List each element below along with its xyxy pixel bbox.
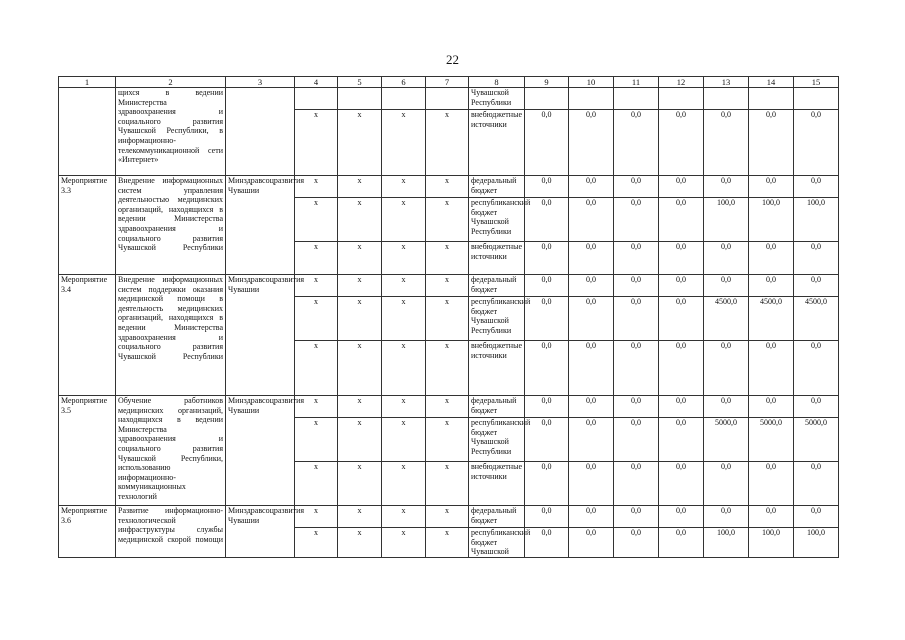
mark-cell: х: [382, 242, 426, 275]
funding-source: республиканский бюджет Чувашской Республики: [469, 198, 525, 242]
value-cell: 0,0: [794, 341, 839, 396]
value-cell: 0,0: [569, 176, 614, 198]
value-cell: 100,0: [704, 528, 749, 558]
value-cell: 0,0: [569, 506, 614, 528]
value-cell: 0,0: [749, 341, 794, 396]
mark-cell: х: [338, 528, 382, 558]
mark-cell: х: [338, 242, 382, 275]
value-cell: 100,0: [749, 528, 794, 558]
value-cell: 0,0: [659, 418, 704, 462]
funding-source: федеральный бюджет: [469, 396, 525, 418]
mark-cell: х: [426, 242, 469, 275]
mark-cell: х: [295, 396, 338, 418]
mark-cell: х: [295, 528, 338, 558]
mark-cell: х: [295, 176, 338, 198]
mark-cell: х: [426, 462, 469, 506]
value-cell: 100,0: [794, 528, 839, 558]
mark-cell: х: [338, 418, 382, 462]
value-cell: 0,0: [659, 110, 704, 176]
value-cell: 0,0: [659, 528, 704, 558]
value-cell: 0,0: [569, 110, 614, 176]
value-cell: 0,0: [525, 528, 569, 558]
value-cell: 0,0: [569, 275, 614, 297]
value-cell: 0,0: [659, 462, 704, 506]
column-header-14: 14: [749, 77, 794, 88]
measure-code: Мероприятие 3.3: [59, 176, 116, 275]
value-cell: 0,0: [614, 528, 659, 558]
mark-cell: х: [426, 418, 469, 462]
value-cell: [749, 88, 794, 110]
value-cell: 0,0: [525, 506, 569, 528]
value-cell: 0,0: [525, 341, 569, 396]
mark-cell: х: [295, 418, 338, 462]
value-cell: 0,0: [749, 506, 794, 528]
value-cell: 0,0: [749, 462, 794, 506]
value-cell: 0,0: [704, 506, 749, 528]
value-cell: 0,0: [749, 396, 794, 418]
header-row: [59, 77, 839, 88]
column-header-11: 11: [614, 77, 659, 88]
column-header-12: 12: [659, 77, 704, 88]
value-cell: [569, 88, 614, 110]
funding-source: внебюджетные источники: [469, 341, 525, 396]
value-cell: 0,0: [525, 396, 569, 418]
mark-cell: х: [426, 297, 469, 341]
executor: Минздравсоцразвития Чувашии: [226, 506, 295, 558]
value-cell: 0,0: [614, 297, 659, 341]
mark-cell: х: [338, 176, 382, 198]
value-cell: 0,0: [614, 418, 659, 462]
mark-cell: х: [338, 341, 382, 396]
column-header-4: 4: [295, 77, 338, 88]
value-cell: 0,0: [525, 297, 569, 341]
mark-cell: х: [426, 275, 469, 297]
table-row: [59, 88, 839, 110]
funding-source: внебюджетные источники: [469, 242, 525, 275]
column-header-7: 7: [426, 77, 469, 88]
value-cell: 100,0: [794, 198, 839, 242]
value-cell: 0,0: [525, 198, 569, 242]
mark-cell: х: [295, 297, 338, 341]
value-cell: 0,0: [659, 176, 704, 198]
value-cell: 0,0: [704, 176, 749, 198]
value-cell: 4500,0: [749, 297, 794, 341]
value-cell: 100,0: [749, 198, 794, 242]
funding-source: федеральный бюджет: [469, 506, 525, 528]
mark-cell: х: [382, 396, 426, 418]
value-cell: 4500,0: [704, 297, 749, 341]
value-cell: [659, 88, 704, 110]
value-cell: 0,0: [659, 341, 704, 396]
mark-cell: х: [338, 297, 382, 341]
value-cell: 0,0: [614, 275, 659, 297]
value-cell: 4500,0: [794, 297, 839, 341]
table-header: [59, 77, 839, 88]
mark-cell: х: [295, 341, 338, 396]
value-cell: 0,0: [704, 396, 749, 418]
table-row: [59, 396, 839, 418]
value-cell: 0,0: [614, 462, 659, 506]
mark-cell: х: [382, 528, 426, 558]
table-row: [59, 176, 839, 198]
mark-cell: х: [382, 275, 426, 297]
value-cell: 0,0: [614, 396, 659, 418]
funding-source: республиканский бюджет Чувашской Республики: [469, 297, 525, 341]
value-cell: 0,0: [614, 198, 659, 242]
mark-cell: х: [382, 341, 426, 396]
value-cell: 0,0: [659, 506, 704, 528]
value-cell: 0,0: [569, 396, 614, 418]
measure-description: щихся в ведении Министерства здравоохранения и социального развития Чувашской Республики, в информационно-телекоммуникационной сети «Интернет»: [116, 88, 226, 176]
mark-cell: х: [295, 198, 338, 242]
value-cell: 0,0: [659, 297, 704, 341]
mark-cell: х: [426, 110, 469, 176]
value-cell: 0,0: [659, 198, 704, 242]
value-cell: 0,0: [659, 396, 704, 418]
value-cell: 0,0: [569, 297, 614, 341]
column-header-1: 1: [59, 77, 116, 88]
value-cell: 0,0: [794, 462, 839, 506]
value-cell: 0,0: [794, 110, 839, 176]
mark-cell: х: [338, 275, 382, 297]
value-cell: 0,0: [749, 242, 794, 275]
executor-cell: [226, 88, 295, 176]
value-cell: 0,0: [525, 462, 569, 506]
value-cell: 0,0: [569, 528, 614, 558]
value-cell: 5000,0: [794, 418, 839, 462]
column-header-10: 10: [569, 77, 614, 88]
value-cell: 0,0: [794, 176, 839, 198]
value-cell: 0,0: [794, 506, 839, 528]
value-cell: 0,0: [659, 242, 704, 275]
executor: Минздравсоцразвития Чувашии: [226, 396, 295, 506]
funding-source: республиканский бюджет Чувашской: [469, 528, 525, 558]
value-cell: 0,0: [704, 341, 749, 396]
measure-code-cell: [59, 88, 116, 176]
value-cell: 0,0: [525, 275, 569, 297]
mark-cell: х: [295, 110, 338, 176]
funding-source: Чувашской Республики: [469, 88, 525, 110]
mark-cell: х: [426, 396, 469, 418]
column-header-3: 3: [226, 77, 295, 88]
budget-table: [58, 76, 839, 558]
value-cell: 0,0: [749, 176, 794, 198]
mark-cell: х: [338, 396, 382, 418]
executor: Минздравсоцразвития Чувашии: [226, 176, 295, 275]
value-cell: 0,0: [525, 418, 569, 462]
mark-cell: х: [426, 506, 469, 528]
column-header-9: 9: [525, 77, 569, 88]
mark-cell: х: [382, 418, 426, 462]
mark-cell: х: [295, 462, 338, 506]
mark-cell: х: [338, 198, 382, 242]
value-cell: [525, 88, 569, 110]
mark-cell: х: [426, 341, 469, 396]
funding-source: внебюджетные источники: [469, 110, 525, 176]
measure-description: Развитие информационно-технологической инфраструктуры службы медицинской скорой помощи: [116, 506, 226, 558]
column-header-15: 15: [794, 77, 839, 88]
mark-cell: х: [382, 506, 426, 528]
mark-cell: х: [338, 506, 382, 528]
value-cell: 0,0: [569, 341, 614, 396]
value-cell: 0,0: [614, 341, 659, 396]
value-cell: 0,0: [614, 242, 659, 275]
funding-source: республиканский бюджет Чувашской Республики: [469, 418, 525, 462]
value-cell: 0,0: [525, 176, 569, 198]
value-cell: 0,0: [569, 418, 614, 462]
value-cell: 0,0: [794, 275, 839, 297]
column-header-8: 8: [469, 77, 525, 88]
value-cell: 0,0: [614, 176, 659, 198]
mark-cell: х: [426, 198, 469, 242]
value-cell: 0,0: [525, 110, 569, 176]
mark-cell: х: [426, 176, 469, 198]
mark-cell: х: [382, 462, 426, 506]
value-cell: [794, 88, 839, 110]
column-header-2: 2: [116, 77, 226, 88]
value-cell: 0,0: [569, 242, 614, 275]
measure-description: Обучение работников медицинских организаций, находящихся в ведении Министерства здравоохранения и социального развития Чувашской Республики, использованию информационно-коммуникационных технологий: [116, 396, 226, 506]
value-cell: 0,0: [525, 242, 569, 275]
measure-code: Мероприятие 3.5: [59, 396, 116, 506]
value-cell: 0,0: [749, 110, 794, 176]
value-cell: 5000,0: [749, 418, 794, 462]
value-cell: 5000,0: [704, 418, 749, 462]
mark-cell: х: [426, 528, 469, 558]
value-cell: 0,0: [659, 275, 704, 297]
mark-cell: х: [382, 198, 426, 242]
measure-description: Внедрение информационных систем поддержки оказания медицинской помощи в деятельность медицинских организаций, находящихся в ведении Министерства здравоохранения и социального развития Чувашской Республики: [116, 275, 226, 396]
executor: Минздравсоцразвития Чувашии: [226, 275, 295, 396]
mark-cell: х: [295, 506, 338, 528]
value-cell: 0,0: [749, 275, 794, 297]
mark-cell: х: [382, 297, 426, 341]
value-cell: 0,0: [704, 462, 749, 506]
table-body: [59, 88, 839, 558]
mark-cell: [338, 88, 382, 110]
column-header-13: 13: [704, 77, 749, 88]
column-header-6: 6: [382, 77, 426, 88]
column-header-5: 5: [338, 77, 382, 88]
value-cell: 0,0: [794, 242, 839, 275]
value-cell: 0,0: [704, 242, 749, 275]
mark-cell: [295, 88, 338, 110]
value-cell: 0,0: [704, 275, 749, 297]
measure-description: Внедрение информационных систем управления деятельностью медицинских организаций, находящихся в ведении Министерства здравоохранения и социального развития Чувашской Республики: [116, 176, 226, 275]
page-number: 22: [446, 52, 459, 67]
table-row: [59, 506, 839, 528]
funding-source: федеральный бюджет: [469, 176, 525, 198]
value-cell: 0,0: [569, 462, 614, 506]
measure-code: Мероприятие 3.4: [59, 275, 116, 396]
funding-source: федеральный бюджет: [469, 275, 525, 297]
table-row: [59, 275, 839, 297]
value-cell: 0,0: [794, 396, 839, 418]
funding-source: внебюджетные источники: [469, 462, 525, 506]
value-cell: 0,0: [614, 506, 659, 528]
value-cell: 0,0: [614, 110, 659, 176]
value-cell: 0,0: [569, 198, 614, 242]
value-cell: 0,0: [704, 110, 749, 176]
mark-cell: [382, 88, 426, 110]
value-cell: [614, 88, 659, 110]
value-cell: [704, 88, 749, 110]
mark-cell: х: [295, 242, 338, 275]
mark-cell: х: [382, 110, 426, 176]
measure-code: Мероприятие 3.6: [59, 506, 116, 558]
mark-cell: [426, 88, 469, 110]
value-cell: 100,0: [704, 198, 749, 242]
mark-cell: х: [338, 462, 382, 506]
mark-cell: х: [295, 275, 338, 297]
mark-cell: х: [382, 176, 426, 198]
mark-cell: х: [338, 110, 382, 176]
